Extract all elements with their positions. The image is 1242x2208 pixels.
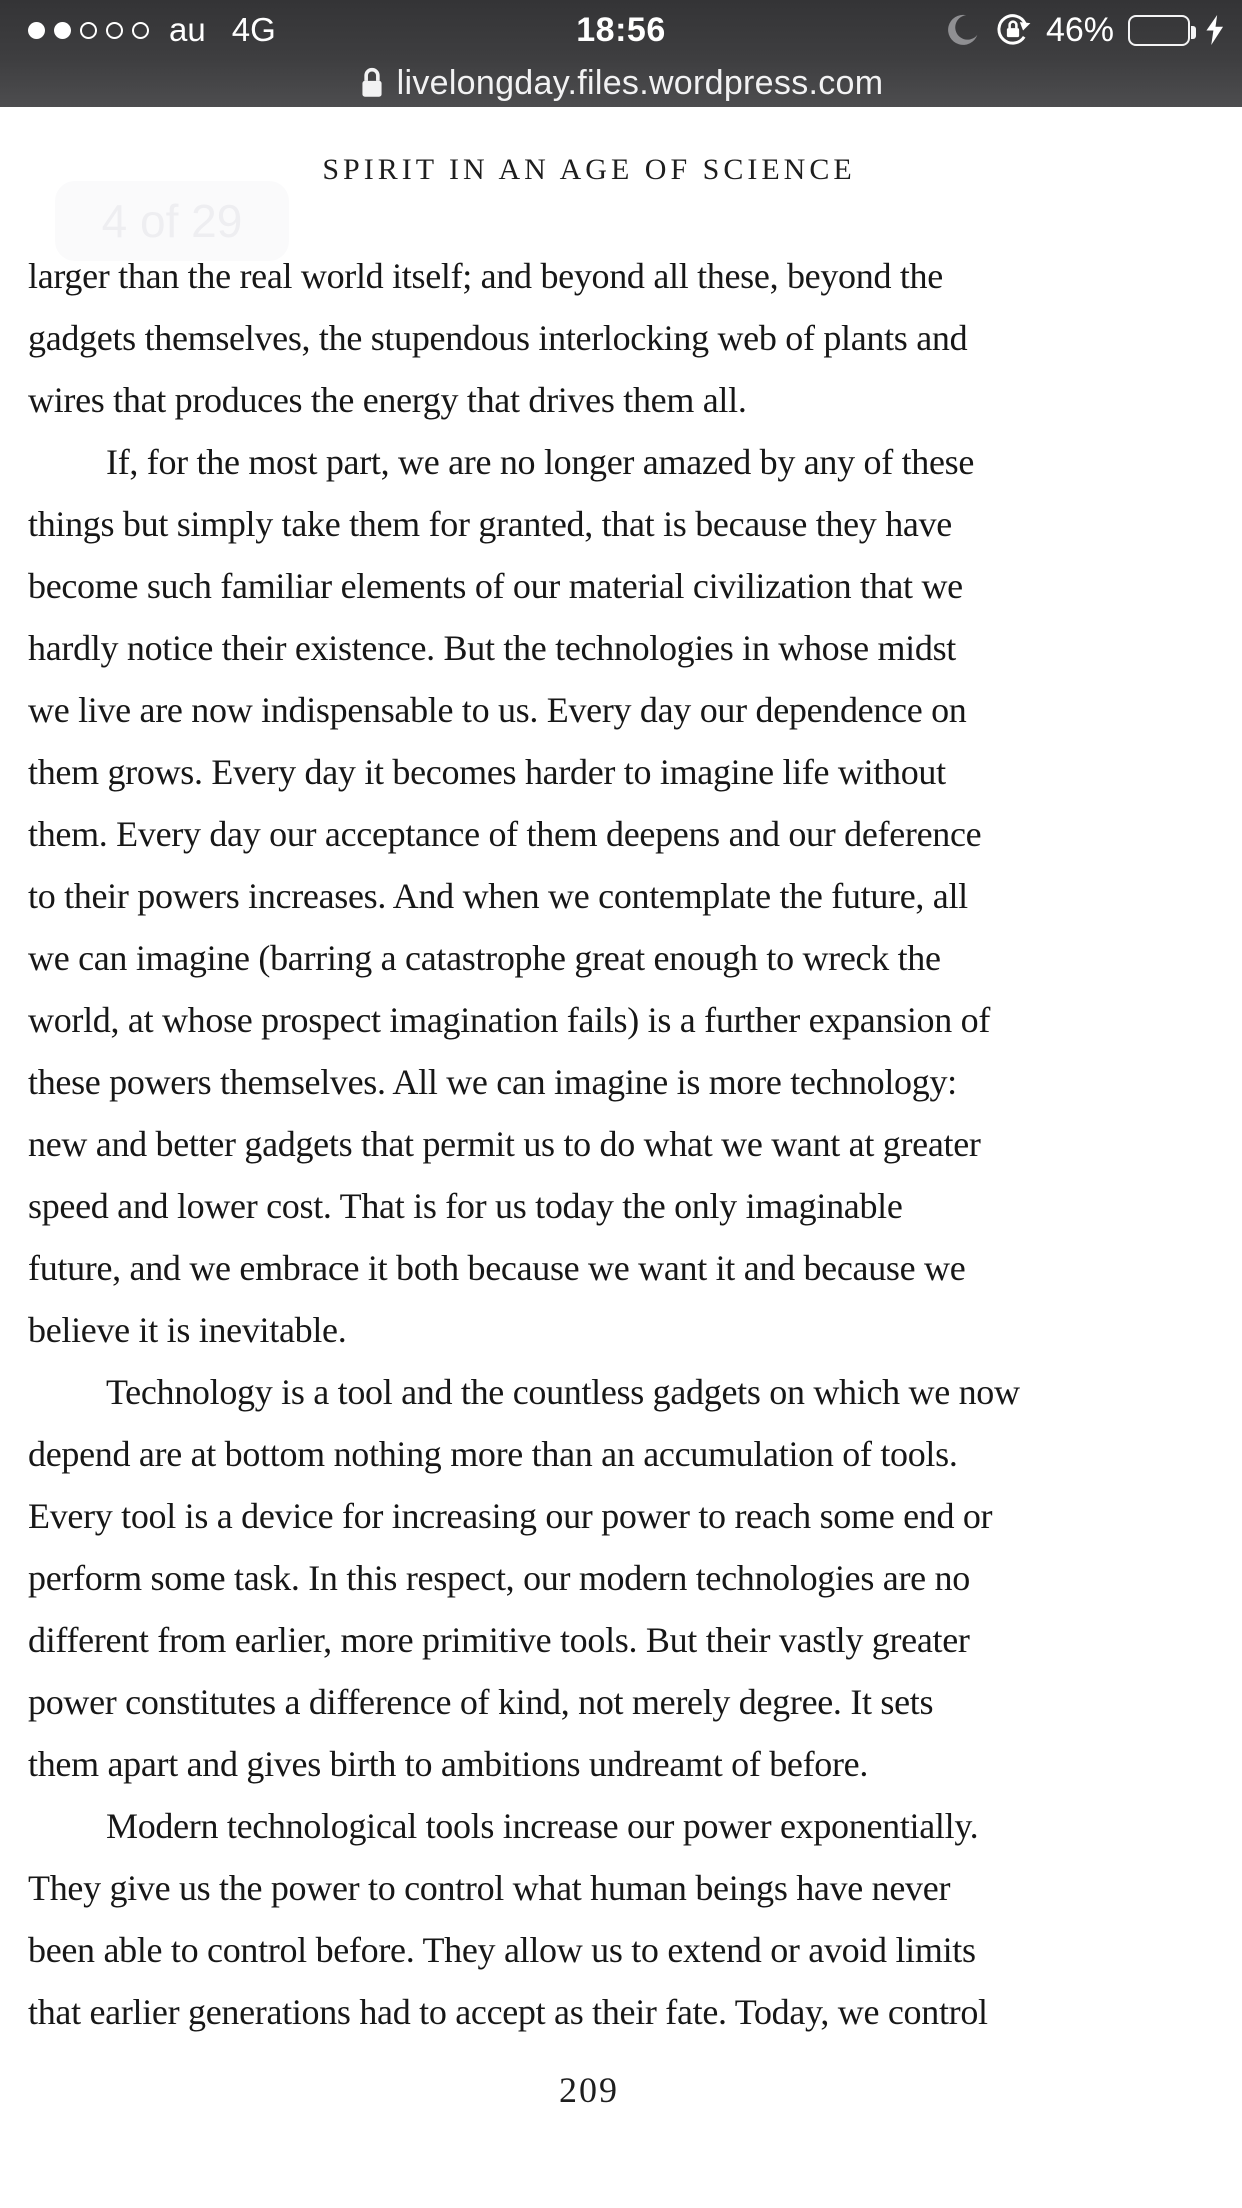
- text-line: gadgets themselves, the stupendous interlocking web of plants and: [28, 318, 968, 358]
- rotation-lock-icon: [994, 11, 1032, 49]
- text-line: perform some task. In this respect, our modern technologies are no: [28, 1558, 970, 1598]
- text-line: Modern technological tools increase our power exponentially.: [106, 1806, 979, 1846]
- page-indicator-badge: 4 of 29: [55, 181, 289, 261]
- text-line: become such familiar elements of our material civilization that we: [28, 566, 963, 606]
- text-line: believe it is inevitable.: [28, 1310, 347, 1350]
- battery-percent-label: 46%: [1045, 10, 1114, 49]
- text-line: we live are now indispensable to us. Every day our dependence on: [28, 690, 967, 730]
- text-line: Technology is a tool and the countless gadgets on which we now: [106, 1372, 1020, 1412]
- clock: 18:56: [576, 10, 666, 49]
- text-line: that earlier generations had to accept as their fate. Today, we control: [28, 1992, 988, 2032]
- text-line: larger than the real world itself; and beyond all these, beyond the: [28, 256, 943, 296]
- text-line: we can imagine (barring a catastrophe great enough to wreck the: [28, 938, 941, 978]
- text-line: been able to control before. They allow us to extend or avoid limits: [28, 1930, 976, 1970]
- battery-nub: [1191, 26, 1196, 39]
- moon-icon: [944, 12, 980, 48]
- safari-chrome: [0, 0, 1242, 107]
- text-line: new and better gadgets that permit us to do what we want at greater: [28, 1124, 981, 1164]
- text-line: them grows. Every day it becomes harder to imagine life without: [28, 752, 946, 792]
- text-line: speed and lower cost. That is for us today the only imaginable: [28, 1186, 903, 1226]
- lock-icon: [359, 67, 385, 101]
- text-line: these powers themselves. All we can imagine is more technology:: [28, 1062, 957, 1102]
- text-line: They give us the power to control what human beings have never: [28, 1868, 951, 1908]
- network-type-label: 4G: [231, 11, 276, 48]
- text-line: different from earlier, more primitive tools. But their vastly greater: [28, 1620, 970, 1660]
- charging-bolt-icon: [1204, 15, 1226, 45]
- text-line: world, at whose prospect imagination fails) is a further expansion of: [28, 1000, 991, 1040]
- text-line: If, for the most part, we are no longer amazed by any of these: [106, 442, 975, 482]
- text-line: wires that produces the energy that drives them all.: [28, 380, 747, 420]
- text-line: future, and we embrace it both because we want it and because we: [28, 1248, 966, 1288]
- text-block: [28, 245, 1150, 2043]
- battery-icon: [1128, 15, 1190, 46]
- text-line: hardly notice their existence. But the technologies in whose midst: [28, 628, 956, 668]
- text-line: depend are at bottom nothing more than an accumulation of tools.: [28, 1434, 958, 1474]
- text-line: to their powers increases. And when we contemplate the future, all: [28, 876, 968, 916]
- running-head: SPIRIT IN AN AGE OF SCIENCE: [322, 153, 856, 186]
- pdf-page: [0, 107, 1242, 2208]
- page-number: 209: [559, 2070, 619, 2110]
- text-line: them apart and gives birth to ambitions undreamt of before.: [28, 1744, 869, 1784]
- url-bar[interactable]: [0, 60, 1242, 107]
- url-text: livelongday.files.wordpress.com: [396, 64, 884, 102]
- carrier-label: au: [169, 11, 206, 48]
- status-bar: [0, 0, 1242, 60]
- text-line: power constitutes a difference of kind, not merely degree. It sets: [28, 1682, 934, 1722]
- status-right-cluster: [944, 0, 1226, 60]
- text-line: Every tool is a device for increasing our power to reach some end or: [28, 1496, 993, 1536]
- text-line: things but simply take them for granted, that is because they have: [28, 504, 952, 544]
- text-line: them. Every day our acceptance of them deepens and our deference: [28, 814, 982, 854]
